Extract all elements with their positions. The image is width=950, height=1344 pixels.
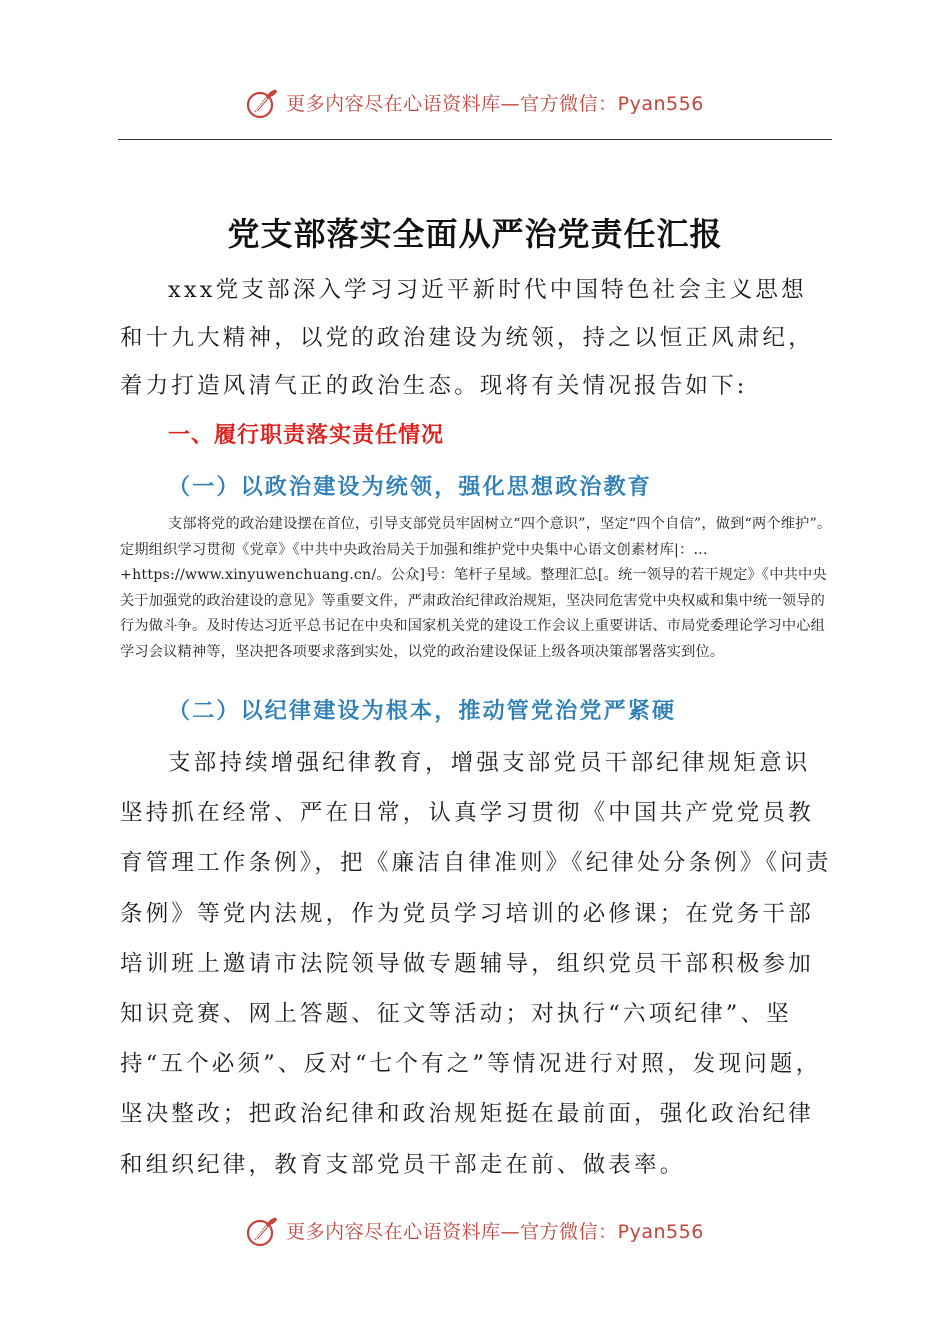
page-title: 党支部落实全面从严治党责任汇报 <box>227 215 723 254</box>
intro-paragraph: xxx党支部深入学习习近平新时代中国特色社会主义思想和十九大精神，以党的政治建设为统领，持之以恒正风肃纪，着力打造风清气正的政治生态。现将有关情况报告如下: <box>120 277 814 399</box>
header-banner-text: 更多内容尽在心语资料库—官方微信：Pyan556 <box>286 92 704 115</box>
subsection-2-body: 支部持续增强纪律教育，增强支部党员干部纪律规矩意识坚持抓在经常、严在日常，认真学习贯彻《中国共产党党员教育管理工作条例》，把《廉洁自律准则》《纪律处分条例》《问责条例》等党内法规，作为党员学习培训的必修课；在党务干部培训班上邀请市法院领导做专题辅导，组织党员干部积极参加知识竞赛、网上答题、征文等活动；对执行“六项纪律”、坚持“五个必须”、反对“七个有之”等情况进行对照，发现问题，坚决整改；把政治纪律和政治规矩挺在最前面，强化政治纪律和组织纪律，教育支部党员干部走在前、做表率。 <box>120 750 832 1178</box>
subsection-heading-1: （一）以政治建设为统领，强化思想政治教育 <box>168 474 653 500</box>
section-heading-1: 一、履行职责落实责任情况 <box>168 423 445 448</box>
footer-banner <box>0 1210 950 1250</box>
header-divider <box>118 139 832 140</box>
subsection-heading-2: （二）以纪律建设为根本，推动管党治党严紧硬 <box>168 698 677 724</box>
footer-banner-text: 更多内容尽在心语资料库—官方微信：Pyan556 <box>286 1220 704 1243</box>
header-banner <box>0 82 950 122</box>
subsection-1-body: 支部将党的政治建设摆在首位，引导支部党员牢固树立“四个意识”，坚定“四个自信”，做到“两个维护”。定期组织学习贯彻《党章》《中共中央政治局关于加强和维护党中央集中心语文创素材库|：…+https://www.xinyuwenchuang.cn/。公众]号：笔杆子星域。整理汇总[。统一领导的若干规定》《中共中央关于加强党的政治建设的意见》等重要文件，严肃政治纪律政治规矩，坚决同危害党中央权威和集中统一领导的行为做斗争。及时传达习近平总书记在中央和国家机关党的建设工作会议上重要讲话、市局党委理论学习中心组学习会议精神等，坚决把各项要求落到实处，以党的政治建设保证上级各项决策部署落实到位。 <box>120 516 832 660</box>
quill-logo-icon <box>246 85 280 119</box>
quill-logo-icon <box>246 1213 280 1247</box>
